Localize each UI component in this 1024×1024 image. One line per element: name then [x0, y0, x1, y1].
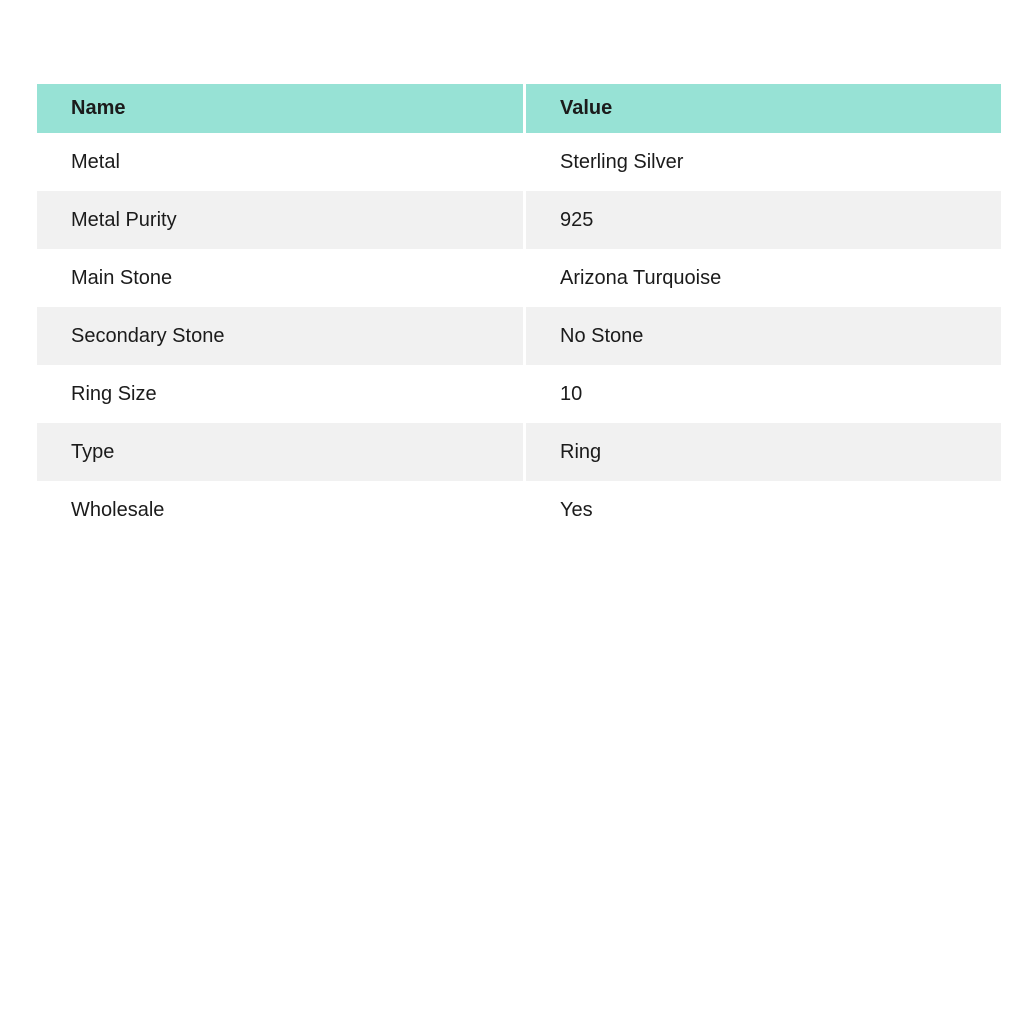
attributes-table — [37, 84, 1001, 539]
header-row — [37, 84, 1001, 133]
row-name-cell: Wholesale — [37, 481, 523, 539]
row-value-cell: 10 — [523, 365, 1001, 423]
row-value-cell: 925 — [523, 191, 1001, 249]
row-name-cell: Secondary Stone — [37, 307, 523, 365]
table-row — [37, 423, 1001, 481]
table-row — [37, 365, 1001, 423]
row-value-cell: No Stone — [523, 307, 1001, 365]
column-header-name: Name — [37, 84, 523, 133]
row-name-cell: Type — [37, 423, 523, 481]
row-name-cell: Main Stone — [37, 249, 523, 307]
row-name-cell: Metal — [37, 133, 523, 191]
row-value-cell: Sterling Silver — [523, 133, 1001, 191]
table-row — [37, 249, 1001, 307]
table-header — [37, 84, 1001, 133]
table-body — [37, 133, 1001, 539]
table-row — [37, 133, 1001, 191]
table-row — [37, 481, 1001, 539]
product-attributes-table — [37, 84, 1001, 539]
table-row — [37, 191, 1001, 249]
row-value-cell: Ring — [523, 423, 1001, 481]
column-header-value: Value — [523, 84, 1001, 133]
row-name-cell: Ring Size — [37, 365, 523, 423]
row-value-cell: Yes — [523, 481, 1001, 539]
row-value-cell: Arizona Turquoise — [523, 249, 1001, 307]
table-row — [37, 307, 1001, 365]
row-name-cell: Metal Purity — [37, 191, 523, 249]
